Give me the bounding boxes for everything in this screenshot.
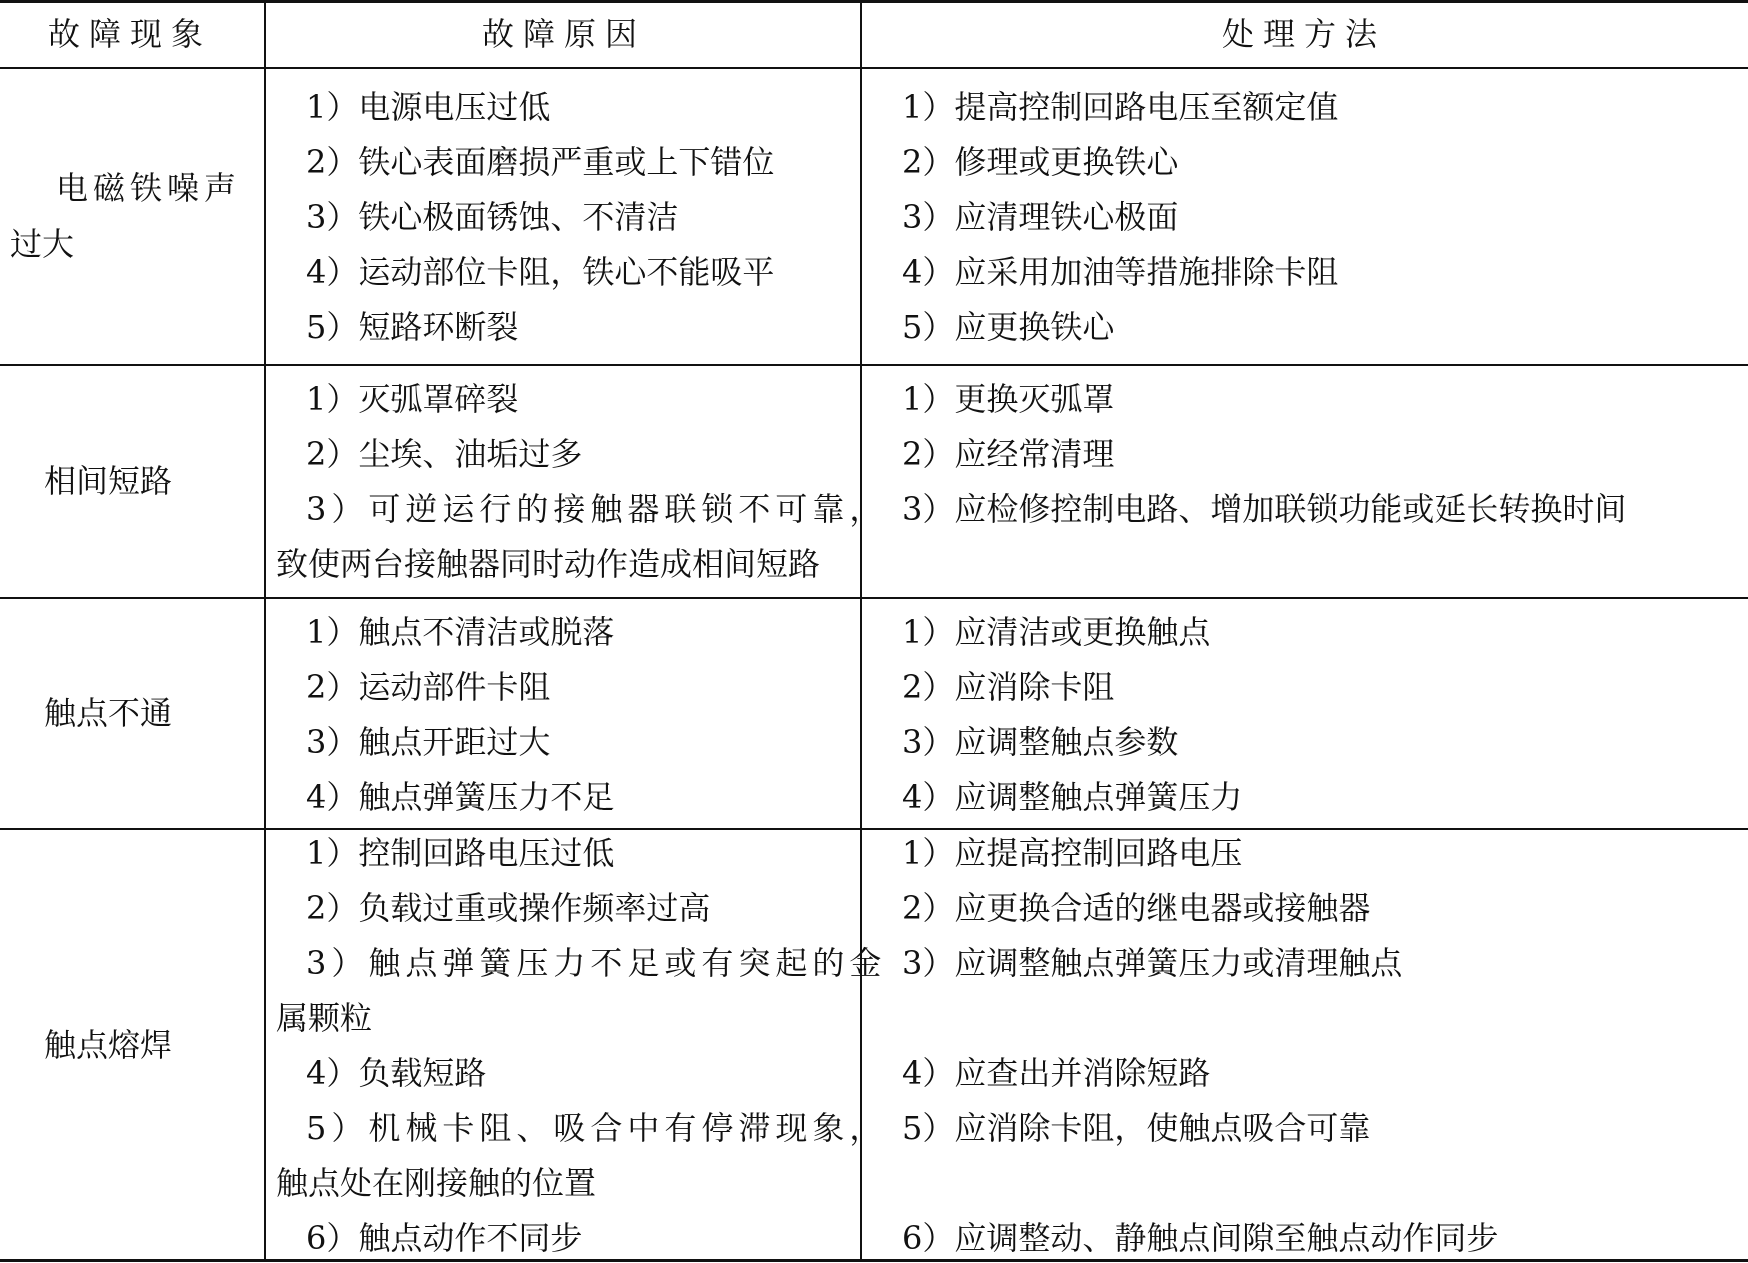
cause-item: 3）可逆运行的接触器联锁不可靠， xyxy=(306,490,887,528)
cause-item: 5）机械卡阻、吸合中有停滞现象， xyxy=(306,1109,887,1147)
solution-item: 3）应检修控制电路、增加联锁功能或延长转换时间 xyxy=(902,490,1627,528)
solution-item: 4）应查出并消除短路 xyxy=(902,1054,1211,1092)
cause-item: 触点处在刚接触的位置 xyxy=(276,1164,597,1202)
cause-item: 3）触点弹簧压力不足或有突起的金 xyxy=(306,944,887,982)
solution-item: 6）应调整动、静触点间隙至触点动作同步 xyxy=(902,1219,1499,1257)
row-symptom: 触点熔焊 xyxy=(44,1026,173,1064)
cause-item: 2）尘埃、油垢过多 xyxy=(306,435,583,473)
cause-item: 3）触点开距过大 xyxy=(306,723,551,761)
solution-item: 5）应消除卡阻，使触点吸合可靠 xyxy=(902,1109,1371,1147)
cause-item: 2）铁心表面磨损严重或上下错位 xyxy=(306,143,775,181)
header-cause: 故障原因 xyxy=(482,15,647,53)
solution-item: 3）应调整触点弹簧压力或清理触点 xyxy=(902,944,1403,982)
cause-item: 4）运动部位卡阻，铁心不能吸平 xyxy=(306,253,775,291)
cause-item: 致使两台接触器同时动作造成相间短路 xyxy=(276,545,821,583)
cause-item: 2）运动部件卡阻 xyxy=(306,668,551,706)
solution-item: 1）应清洁或更换触点 xyxy=(902,613,1211,651)
row-divider xyxy=(0,597,1748,599)
table-top-rule xyxy=(0,0,1748,3)
row-divider xyxy=(0,828,1748,830)
cause-item: 4）触点弹簧压力不足 xyxy=(306,778,615,816)
solution-item: 2）应消除卡阻 xyxy=(902,668,1115,706)
solution-item: 1）提高控制回路电压至额定值 xyxy=(902,88,1339,126)
row-symptom: 相间短路 xyxy=(44,462,173,500)
table-bottom-rule xyxy=(0,1259,1748,1262)
header-symptom: 故障现象 xyxy=(48,15,213,53)
cause-item: 1）触点不清洁或脱落 xyxy=(306,613,615,651)
column-divider xyxy=(860,2,862,1259)
cause-item: 1）控制回路电压过低 xyxy=(306,834,615,872)
solution-item: 2）修理或更换铁心 xyxy=(902,143,1179,181)
cause-item: 4）负载短路 xyxy=(306,1054,487,1092)
header-bottom-rule xyxy=(0,67,1748,69)
cause-item: 2）负载过重或操作频率过高 xyxy=(306,889,711,927)
solution-item: 2）应经常清理 xyxy=(902,435,1115,473)
row-symptom: 过大 xyxy=(10,225,75,263)
solution-item: 4）应调整触点弹簧压力 xyxy=(902,778,1243,816)
solution-item: 3）应调整触点参数 xyxy=(902,723,1179,761)
cause-item: 1）灭弧罩碎裂 xyxy=(306,380,519,418)
solution-item: 5）应更换铁心 xyxy=(902,308,1115,346)
solution-item: 2）应更换合适的继电器或接触器 xyxy=(902,889,1371,927)
row-divider xyxy=(0,364,1748,366)
cause-item: 1）电源电压过低 xyxy=(306,88,551,126)
column-divider xyxy=(264,2,266,1259)
solution-item: 1）应提高控制回路电压 xyxy=(902,834,1243,872)
cause-item: 3）铁心极面锈蚀、不清洁 xyxy=(306,198,679,236)
header-solution: 处理方法 xyxy=(1222,15,1387,53)
row-symptom: 触点不通 xyxy=(44,694,173,732)
solution-item: 3）应清理铁心极面 xyxy=(902,198,1179,236)
solution-item: 4）应采用加油等措施排除卡阻 xyxy=(902,253,1339,291)
cause-item: 属颗粒 xyxy=(276,999,373,1037)
solution-item: 1）更换灭弧罩 xyxy=(902,380,1115,418)
cause-item: 5）短路环断裂 xyxy=(306,308,519,346)
cause-item: 6）触点动作不同步 xyxy=(306,1219,583,1257)
row-symptom: 电磁铁噪声 xyxy=(56,169,242,207)
